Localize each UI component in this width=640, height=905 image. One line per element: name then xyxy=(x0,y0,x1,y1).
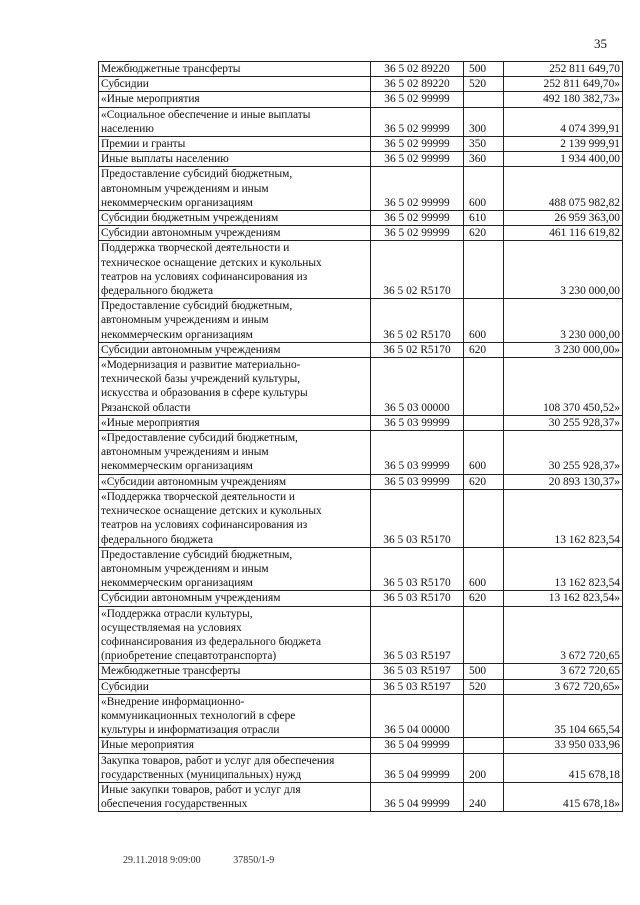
table-row xyxy=(99,358,623,416)
row-expense-type: 520 xyxy=(464,679,504,694)
row-expense-type: 600 xyxy=(464,547,504,591)
row-expense-type: 620 xyxy=(464,474,504,489)
table-body xyxy=(99,62,623,812)
row-code: 36 5 03 99999 xyxy=(371,431,464,475)
row-name: Премии и гранты xyxy=(99,137,371,152)
table-row xyxy=(99,489,623,547)
row-expense-type: 620 xyxy=(464,226,504,241)
row-amount: 35 104 665,54 xyxy=(504,694,623,738)
row-name: Поддержка творческой деятельности и техническое оснащение детских и кукольных театров на условиях софинансирования из федерального бюджета xyxy=(99,241,371,299)
table-row xyxy=(99,137,623,152)
row-expense-type xyxy=(464,489,504,547)
page-number: 35 xyxy=(594,36,607,51)
row-name: «Иные мероприятия xyxy=(99,92,371,107)
row-name: Иные закупки товаров, работ и услуг для обеспечения государственных xyxy=(99,782,371,811)
row-name: «Иные мероприятия xyxy=(99,415,371,430)
row-name: Межбюджетные трансферты xyxy=(99,62,371,77)
table-row xyxy=(99,342,623,357)
table-row xyxy=(99,92,623,107)
row-expense-type: 520 xyxy=(464,77,504,92)
row-expense-type: 240 xyxy=(464,782,504,811)
row-name: «Поддержка творческой деятельности и техническое оснащение детских и кукольных театров на условиях софинансирования из федерального бюджета xyxy=(99,489,371,547)
row-amount: 3 230 000,00 xyxy=(504,241,623,299)
row-amount: 461 116 619,82 xyxy=(504,226,623,241)
row-name: «Предоставление субсидий бюджетным, автономным учреждениям и иным некоммерческим организациям xyxy=(99,431,371,475)
row-code: 36 5 02 R5170 xyxy=(371,241,464,299)
row-name: «Субсидии автономным учреждениям xyxy=(99,474,371,489)
row-code: 36 5 03 99999 xyxy=(371,474,464,489)
row-code: 36 5 02 99999 xyxy=(371,137,464,152)
row-amount: 33 950 033,96 xyxy=(504,738,623,753)
row-code: 36 5 03 R5170 xyxy=(371,489,464,547)
row-code: 36 5 02 R5170 xyxy=(371,299,464,343)
row-code: 36 5 02 99999 xyxy=(371,226,464,241)
row-amount: 415 678,18 xyxy=(504,753,623,782)
row-amount: 3 672 720,65 xyxy=(504,664,623,679)
row-expense-type: 600 xyxy=(464,167,504,211)
row-amount: 2 139 999,91 xyxy=(504,137,623,152)
row-amount: 30 255 928,37» xyxy=(504,415,623,430)
table-row xyxy=(99,431,623,475)
table-row xyxy=(99,226,623,241)
row-expense-type xyxy=(464,694,504,738)
row-code: 36 5 04 99999 xyxy=(371,738,464,753)
row-amount: 488 075 982,82 xyxy=(504,167,623,211)
table-row xyxy=(99,547,623,591)
table-row xyxy=(99,474,623,489)
row-name: Предоставление субсидий бюджетным, автономным учреждениям и иным некоммерческим организациям xyxy=(99,167,371,211)
row-code: 36 5 03 R5197 xyxy=(371,606,464,664)
row-expense-type xyxy=(464,415,504,430)
row-expense-type: 500 xyxy=(464,664,504,679)
row-code: 36 5 02 89220 xyxy=(371,62,464,77)
table-row xyxy=(99,107,623,136)
row-amount: 3 230 000,00» xyxy=(504,342,623,357)
row-amount: 26 959 363,00 xyxy=(504,211,623,226)
row-expense-type: 600 xyxy=(464,431,504,475)
row-expense-type: 600 xyxy=(464,299,504,343)
row-expense-type: 610 xyxy=(464,211,504,226)
row-code: 36 5 02 99999 xyxy=(371,211,464,226)
row-amount: 3 672 720,65» xyxy=(504,679,623,694)
row-code: 36 5 03 R5170 xyxy=(371,547,464,591)
table-row xyxy=(99,299,623,343)
row-amount: 415 678,18» xyxy=(504,782,623,811)
table-row xyxy=(99,62,623,77)
footer xyxy=(123,855,274,866)
row-name: Субсидии xyxy=(99,77,371,92)
row-expense-type xyxy=(464,241,504,299)
row-name: «Внедрение информационно- коммуникационных технологий в сфере культуры и информатизация отрасли xyxy=(99,694,371,738)
row-code: 36 5 02 R5170 xyxy=(371,342,464,357)
row-name: Иные мероприятия xyxy=(99,738,371,753)
table-row xyxy=(99,664,623,679)
row-code: 36 5 02 99999 xyxy=(371,92,464,107)
row-expense-type xyxy=(464,606,504,664)
row-name: Межбюджетные трансферты xyxy=(99,664,371,679)
row-expense-type: 200 xyxy=(464,753,504,782)
row-code: 36 5 02 99999 xyxy=(371,167,464,211)
row-name: «Социальное обеспечение и иные выплаты населению xyxy=(99,107,371,136)
row-code: 36 5 02 89220 xyxy=(371,77,464,92)
row-amount: 252 811 649,70» xyxy=(504,77,623,92)
row-code: 36 5 04 00000 xyxy=(371,694,464,738)
row-amount: 108 370 450,52» xyxy=(504,358,623,416)
row-code: 36 5 03 R5197 xyxy=(371,679,464,694)
row-name: Предоставление субсидий бюджетным, автономным учреждениям и иным некоммерческим организациям xyxy=(99,547,371,591)
row-expense-type xyxy=(464,92,504,107)
footer-doc-id: 37850/1-9 xyxy=(233,855,275,866)
row-amount: 252 811 649,70 xyxy=(504,62,623,77)
row-amount: 3 672 720,65 xyxy=(504,606,623,664)
row-expense-type: 300 xyxy=(464,107,504,136)
row-expense-type: 620 xyxy=(464,342,504,357)
table-row xyxy=(99,694,623,738)
row-name: Субсидии автономным учреждениям xyxy=(99,342,371,357)
row-name: Предоставление субсидий бюджетным, автономным учреждениям и иным некоммерческим организациям xyxy=(99,299,371,343)
row-amount: 3 230 000,00 xyxy=(504,299,623,343)
row-code: 36 5 03 00000 xyxy=(371,358,464,416)
row-name: «Модернизация и развитие материально- технической базы учреждений культуры, искусства и образования в сфере культуры Рязанской области xyxy=(99,358,371,416)
row-name: «Поддержка отрасли культуры, осуществляемая на условиях софинансирования из федерального бюджета (приобретение спецавтотранспорта) xyxy=(99,606,371,664)
row-code: 36 5 02 99999 xyxy=(371,152,464,167)
row-code: 36 5 04 99999 xyxy=(371,753,464,782)
row-name: Субсидии бюджетным учреждениям xyxy=(99,211,371,226)
table-row xyxy=(99,679,623,694)
table-row xyxy=(99,152,623,167)
row-expense-type: 500 xyxy=(464,62,504,77)
row-code: 36 5 04 99999 xyxy=(371,782,464,811)
row-name: Субсидии автономным учреждениям xyxy=(99,226,371,241)
row-amount: 4 074 399,91 xyxy=(504,107,623,136)
row-code: 36 5 03 99999 xyxy=(371,415,464,430)
table-row xyxy=(99,738,623,753)
row-amount: 13 162 823,54» xyxy=(504,591,623,606)
row-name: Закупка товаров, работ и услуг для обеспечения государственных (муниципальных) нужд xyxy=(99,753,371,782)
table-row xyxy=(99,211,623,226)
row-expense-type xyxy=(464,358,504,416)
budget-table xyxy=(98,61,623,812)
row-code: 36 5 02 99999 xyxy=(371,107,464,136)
table-row xyxy=(99,606,623,664)
table-row xyxy=(99,591,623,606)
row-name: Субсидии автономным учреждениям xyxy=(99,591,371,606)
row-name: Иные выплаты населению xyxy=(99,152,371,167)
row-amount: 30 255 928,37» xyxy=(504,431,623,475)
table-row xyxy=(99,77,623,92)
row-expense-type: 620 xyxy=(464,591,504,606)
row-expense-type: 350 xyxy=(464,137,504,152)
table-row xyxy=(99,782,623,811)
row-amount: 13 162 823,54 xyxy=(504,489,623,547)
row-amount: 492 180 382,73» xyxy=(504,92,623,107)
row-expense-type: 360 xyxy=(464,152,504,167)
row-name: Субсидии xyxy=(99,679,371,694)
row-code: 36 5 03 R5170 xyxy=(371,591,464,606)
table-row xyxy=(99,753,623,782)
table-row xyxy=(99,415,623,430)
footer-timestamp: 29.11.2018 9:09:00 xyxy=(123,855,201,866)
row-amount: 1 934 400,00 xyxy=(504,152,623,167)
row-code: 36 5 03 R5197 xyxy=(371,664,464,679)
row-amount: 20 893 130,37» xyxy=(504,474,623,489)
table-row xyxy=(99,241,623,299)
row-amount: 13 162 823,54 xyxy=(504,547,623,591)
row-expense-type xyxy=(464,738,504,753)
table-row xyxy=(99,167,623,211)
